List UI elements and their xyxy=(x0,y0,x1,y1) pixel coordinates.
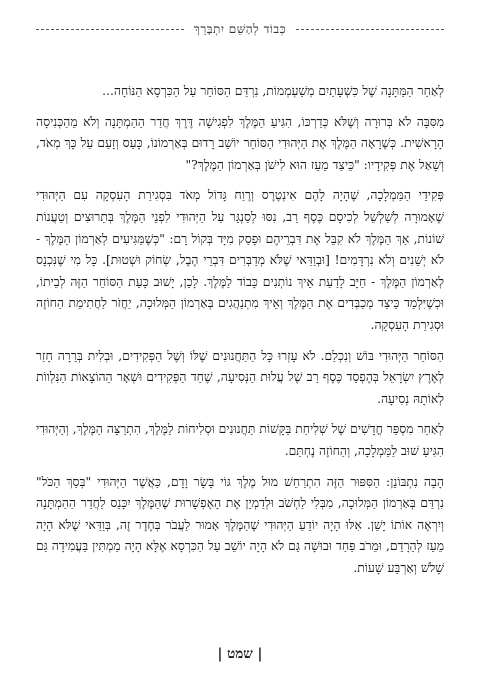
paragraph: פְּקִידֵי הַמַּמְלָכָה, שֶׁהָיָה לָהֶם אִינְטֶרֶס וְרֶוַח גָּדוֹל מְאֹד בִּסְגִירַת הָעִסְקָה עִם הַיְּהוּדִי שֶׁאָמוּרָה לְשַׁלְשֵׁל לְכִיסָם כֶּסֶף רַב, נִסּוּ לְסַנְגֵּר עַל הַיְּהוּדִי לִפְנֵי הַמֶּלֶךְ בְּתֵרוּצִים וְטַעֲנוֹת שׁוֹנוֹת, אַךְ הַמֶּלֶךְ לֹא קִבֵּל אֶת דִּבְרֵיהֶם וּפָסַק מִיָּד בְּקוֹל רָם: "כְּשֶׁמַּגִּיעִים לְאַרְמוֹן הַמֶּלֶךְ - לֹא יְשֵׁנִים וְלֹא נִרְדָּמִים! [וּבְוַדַּאי שֶׁלֹּא מְדַבְּרִים דִּבְרֵי הֶבֶל, שְׂחוֹק וּשְׁטוּת]. כָּל מִי שֶׁנִּכְנָס לְאַרְמוֹן הַמֶּלֶךְ - חַיָּב לָדַעַת אֵיךְ נוֹתְנִים כָּבוֹד לַמֶּלֶךְ. לָכֵן, יָשׁוּב כָּעֵת הַסּוֹחֵר הַזֶּה לְבֵיתוֹ, וּכְשֶׁיִּלְמַד כֵּיצַד מְכַבְּדִים אֶת הַמֶּלֶךְ וְאֵיךְ מִתְנַהֲגִים בְּאַרְמוֹן הַמְּלוּכָה, יַחֲזֹר לַחֲתִימַת הַחוֹזֶה וּסְגִירַת הָעִסְקָה. xyxy=(36,188,444,332)
page-number: | שמט | xyxy=(217,646,263,662)
paragraph: לְאַחַר מִסְפַּר חֳדָשִׁים שֶׁל שְׁלִיחַת בַּקָּשׁוֹת תַּחֲנוּנִים וּסְלִיחוֹת לַמֶּלֶךְ, הִתְרַצָּה הַמֶּלֶךְ, וְהַיְּהוּדִי הִגִּיעַ שׁוּב לַמַּמְלָכָה, וְהַחוֹזֶה נֶחְתַּם. xyxy=(36,422,444,458)
page-header xyxy=(36,22,444,37)
paragraph: מִסִּבָּה לֹא בְּרוּרָה וְשֶׁלֹּא כְּדַרְכּוֹ, הִגִּיעַ הַמֶּלֶךְ לִפְגִישָׁה דֶּרֶךְ חֲדַר הַהַמְתָּנָה וְלֹא מֵהַכְּנִיסָה הָרָאשִׁית. כְּשֶׁרָאָה הַמֶּלֶךְ אֶת הַיְּהוּדִי הַסּוֹחֵר יוֹשֵׁב רָדוּם בְּאַרְמוֹנוֹ, כָּעַס וְזָעַם עַל כָּךְ מְאֹד, וְשָׁאַל אֶת פְּקִידָיו: "כֵּיצַד מֵעֵז הוּא לִישֹׁן בְּאַרְמוֹן הַמֶּלֶךְ?" xyxy=(36,114,444,172)
paragraph: הַסּוֹחֵר הַיְּהוּדִי בּוֹשׁ וְנִכְלַם. לֹא עָזְרוּ כָּל הַתַּחֲנוּנִים שֶׁלּוֹ וְשֶׁל הַפְּקִידִים, וּבְלִית בְּרֵרָה חָזַר לְאֶרֶץ יִשְׂרָאֵל בְּהֶפְסֵד כֶּסֶף רַב שֶׁל עֲלוּת הַנְּסִיעָה, שֶׁחַד הַפְּקִידִים וּשְׁאָר הַהוֹצָאוֹת הַנִּלְווֹת לְאוֹתָהּ נְסִיעָה. xyxy=(36,348,444,406)
paragraph: לְאַחַר הַמַּתָּנָה שֶׁל כִּשְׁעָתַיִם מְשַׁעְמְמוֹת, נִרְדַּם הַסּוֹחֵר עַל הַכִּרְסָא הַנּוֹחָה... xyxy=(102,84,444,98)
body-text xyxy=(36,81,444,579)
paragraph: הָבָה נִתְבּוֹנֵן: הַסִּפּוּר הַזֶּה הִתְרַחֵשׁ מוּל מֶלֶךְ גּוֹי בָּשָׂר וָדָם, כַּאֲשֶׁר הַיְּהוּדִי "בְּסַךְ הַכֹּל" נִרְדַּם בְּאַרְמוֹן הַמְּלוּכָה, מִבְּלִי לַחְשֹׁב וּלְדַמְיֵן אֶת הָאֶפְשָׁרוּת שֶׁהַמֶּלֶךְ יִכָּנֵס לַחֲדַר הַהַמְתָּנָה וְיִרְאֶה אוֹתוֹ יָשֵׁן. אִלּוּ הָיָה יוֹדֵעַ הַיְּהוּדִי שֶׁהַמֶּלֶךְ אָמוּר לַעֲבֹר בְּחֶדֶר זֶה, בְּוַדַּאי שֶׁלֹּא הָיָה מֵעֵז לְהֵרָדֵם, וּמֵרֹב פַּחַד וּבוּשָׁה גַּם לֹא הָיָה יוֹשֵׁב עַל הַכִּרְסָא אֶלָּא הָיָה מַמְתִּין בַּעֲמִידָה גַּם שָׁלֹשׁ וְאַרְבַּע שָׁעוֹת. xyxy=(36,474,444,575)
header-rule-left xyxy=(36,29,184,30)
header-rule-right xyxy=(296,29,444,30)
header-title: כְּבוֹד לְהַשֵּׁם יִתְבָּרֵךְ xyxy=(193,22,287,36)
